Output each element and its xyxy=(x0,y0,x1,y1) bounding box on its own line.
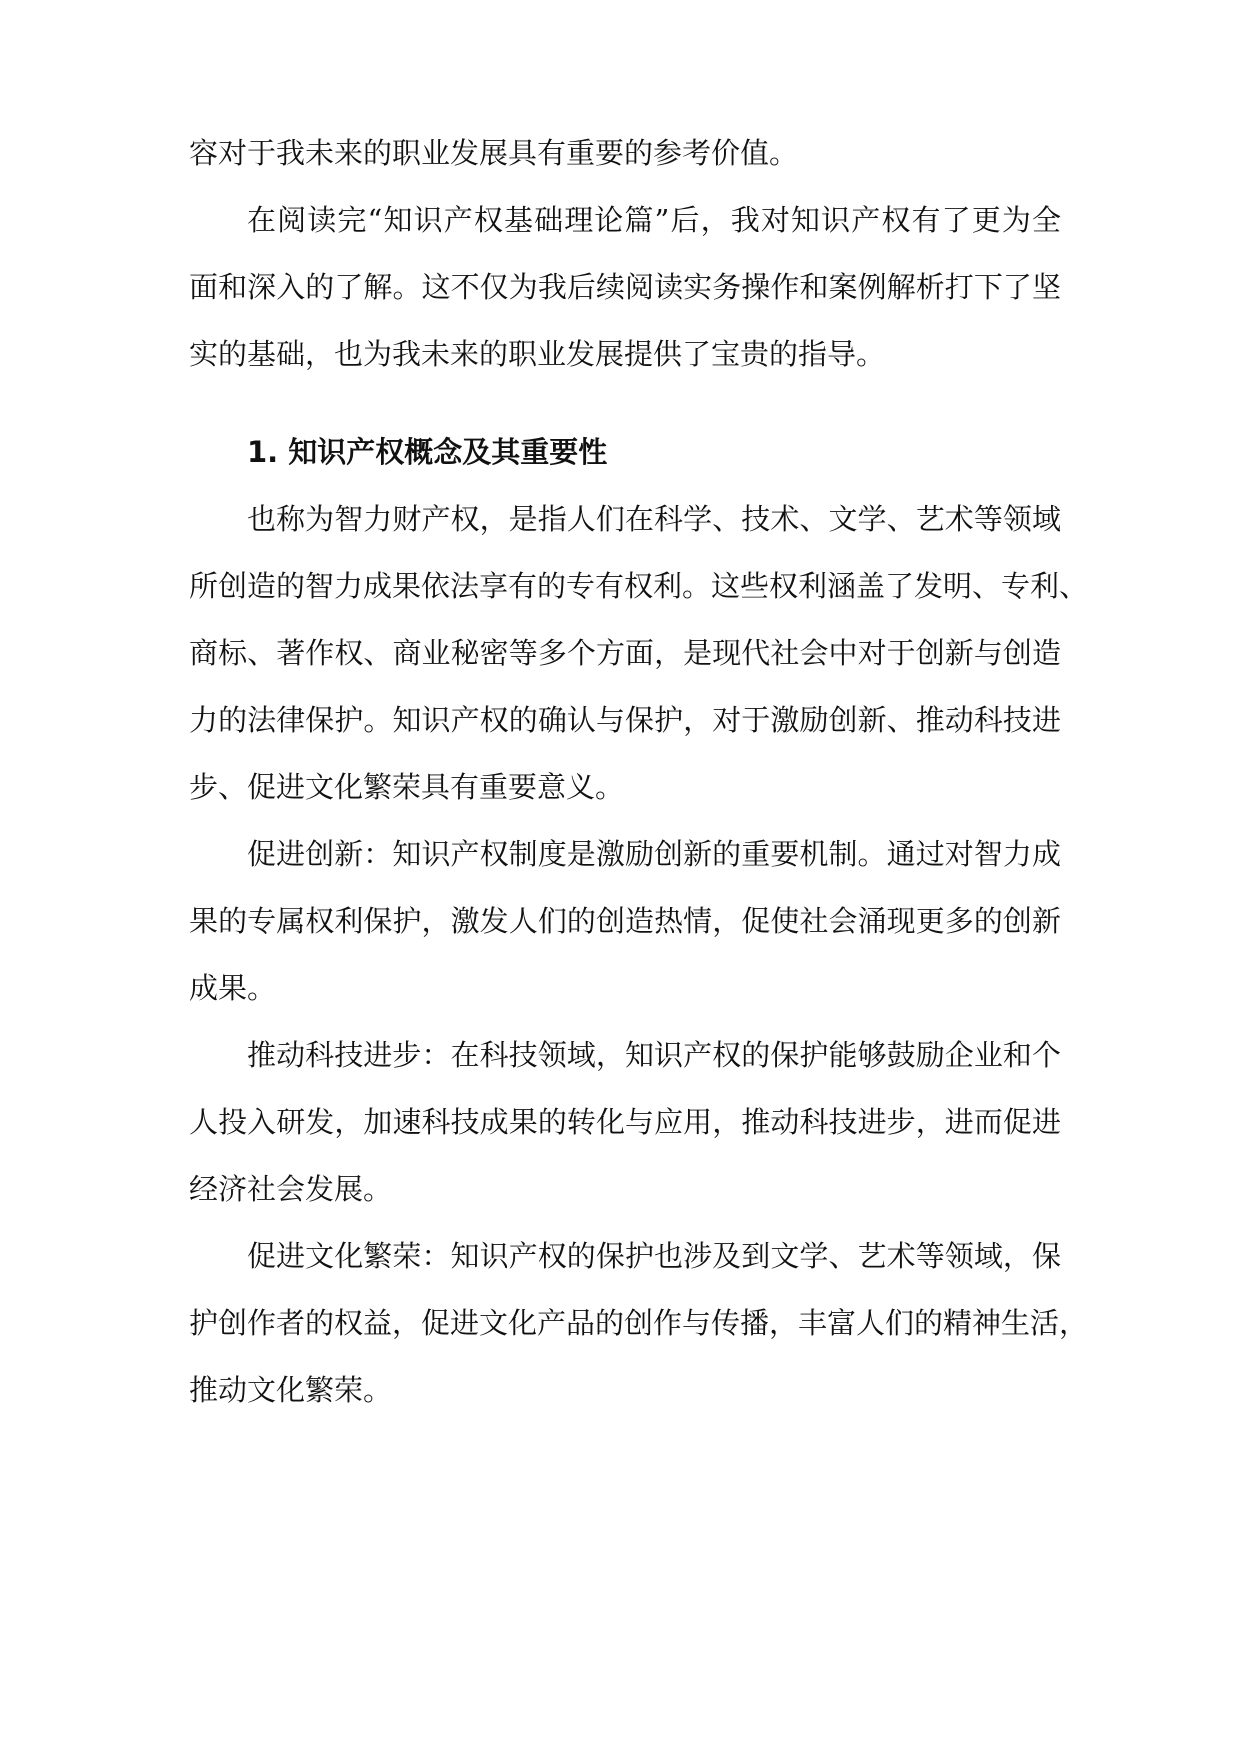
paragraph-line: 促进文化繁荣：知识产权的保护也涉及到文学、艺术等领域，保 xyxy=(247,1239,1061,1273)
paragraph-line: 经济社会发展。 xyxy=(189,1172,393,1206)
paragraph-line: 容对于我未来的职业发展具有重要的参考价值。 xyxy=(189,136,799,170)
paragraph-line: 也称为智力财产权，是指人们在科学、技术、文学、艺术等领域 xyxy=(247,502,1061,536)
paragraph-line: 成果。 xyxy=(189,971,277,1005)
paragraph-line: 在阅读完“知识产权基础理论篇”后，我对知识产权有了更为全 xyxy=(247,203,1061,237)
paragraph-line: 步、促进文化繁荣具有重要意义。 xyxy=(189,770,625,804)
paragraph-line: 所创造的智力成果依法享有的专有权利。这些权利涵盖了发明、专利、 xyxy=(189,569,1089,603)
paragraph-line: 实的基础，也为我未来的职业发展提供了宝贵的指导。 xyxy=(189,337,886,371)
paragraph-line: 果的专属权利保护，激发人们的创造热情，促使社会涌现更多的创新 xyxy=(189,904,1061,938)
section-heading: 1. 知识产权概念及其重要性 xyxy=(247,435,608,469)
paragraph-line: 推动文化繁荣。 xyxy=(189,1373,393,1407)
paragraph-line: 护创作者的权益，促进文化产品的创作与传播，丰富人们的精神生活， xyxy=(189,1306,1089,1340)
paragraph-line: 促进创新：知识产权制度是激励创新的重要机制。通过对智力成 xyxy=(247,837,1061,871)
paragraph-line: 推动科技进步：在科技领域，知识产权的保护能够鼓励企业和个 xyxy=(247,1038,1061,1072)
paragraph-line: 商标、著作权、商业秘密等多个方面，是现代社会中对于创新与创造 xyxy=(189,636,1061,670)
paragraph-line: 人投入研发，加速科技成果的转化与应用，推动科技进步，进而促进 xyxy=(189,1105,1061,1139)
paragraph-line: 力的法律保护。知识产权的确认与保护，对于激励创新、推动科技进 xyxy=(189,703,1061,737)
paragraph-line: 面和深入的了解。这不仅为我后续阅读实务操作和案例解析打下了坚 xyxy=(189,270,1061,304)
